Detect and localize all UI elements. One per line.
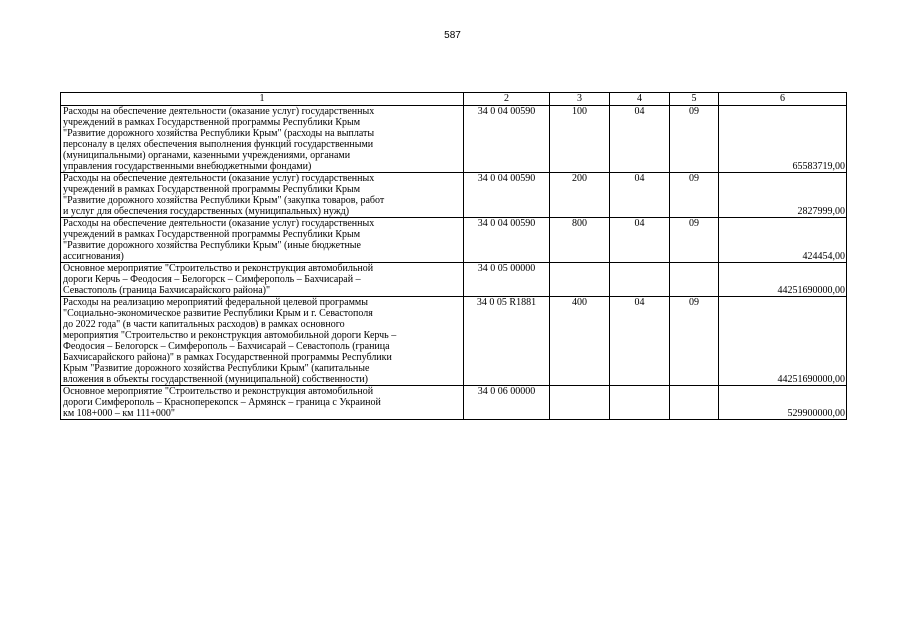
row-section: [610, 263, 670, 297]
row-description: Расходы на реализацию мероприятий федеральной целевой программы "Социально-экономическое развитие Республики Крым и г. Севастополя до 2022 года" (в части капитальных расходов) в рамках основного мероприятия "Строительство и реконструкция автомобильной дороги Керчь – Феодосия – Белогорск – Симферополь – Бахчисарай – Севастополь (граница Бахчисарайского района)" в рамках Государственной программы Республики Крым "Развитие дорожного хозяйства Республики Крым" (капитальные вложения в объекты государственной (муниципальной) собственности): [61, 297, 464, 386]
row-amount: 424454,00: [719, 218, 847, 263]
row-description: Расходы на обеспечение деятельности (оказание услуг) государственных учреждений в рамках Государственной программы Республики Крым "Развитие дорожного хозяйства Республики Крым" (закупка товаров, работ и услуг для обеспечения государственных (муниципальных) нужд): [61, 173, 464, 218]
column-header: 1: [61, 93, 464, 106]
table-row: [61, 106, 847, 173]
row-expense-type: 400: [550, 297, 610, 386]
column-header: 4: [610, 93, 670, 106]
row-subsection: [670, 263, 719, 297]
row-amount: 44251690000,00: [719, 263, 847, 297]
row-section: 04: [610, 297, 670, 386]
row-subsection: [670, 386, 719, 420]
column-header: 3: [550, 93, 610, 106]
row-subsection: 09: [670, 218, 719, 263]
row-target-code: 34 0 06 00000: [464, 386, 550, 420]
page-number: 587: [444, 30, 461, 41]
row-target-code: 34 0 04 00590: [464, 218, 550, 263]
row-expense-type: 200: [550, 173, 610, 218]
row-expense-type: [550, 263, 610, 297]
table-row: [61, 263, 847, 297]
row-amount: 529900000,00: [719, 386, 847, 420]
row-amount: 44251690000,00: [719, 297, 847, 386]
row-description: Основное мероприятие "Строительство и реконструкция автомобильной дороги Керчь – Феодосия – Белогорск – Симферополь – Бахчисарай – Севастополь (граница Бахчисарайского района)": [61, 263, 464, 297]
row-expense-type: 800: [550, 218, 610, 263]
table-row: [61, 297, 847, 386]
row-target-code: 34 0 05 R1881: [464, 297, 550, 386]
column-header: 2: [464, 93, 550, 106]
row-section: 04: [610, 173, 670, 218]
row-subsection: 09: [670, 173, 719, 218]
row-subsection: 09: [670, 297, 719, 386]
row-target-code: 34 0 04 00590: [464, 106, 550, 173]
budget-table: [60, 92, 847, 420]
row-section: [610, 386, 670, 420]
column-header: 5: [670, 93, 719, 106]
row-description: Расходы на обеспечение деятельности (оказание услуг) государственных учреждений в рамках Государственной программы Республики Крым "Развитие дорожного хозяйства Республики Крым" (расходы на выплаты персоналу в целях обеспечения выполнения функций государственными (муниципальными) органами, казенными учреждениями, органами управления государственными внебюджетными фондами): [61, 106, 464, 173]
table-row: [61, 173, 847, 218]
row-description: Основное мероприятие "Строительство и реконструкция автомобильной дороги Симферополь – Красноперекопск – Армянск – граница с Украиной км 108+000 – км 111+000": [61, 386, 464, 420]
row-amount: 65583719,00: [719, 106, 847, 173]
row-target-code: 34 0 04 00590: [464, 173, 550, 218]
row-target-code: 34 0 05 00000: [464, 263, 550, 297]
row-amount: 2827999,00: [719, 173, 847, 218]
table-row: [61, 218, 847, 263]
table-row: [61, 386, 847, 420]
table-header-row: [61, 93, 847, 106]
row-description: Расходы на обеспечение деятельности (оказание услуг) государственных учреждений в рамках Государственной программы Республики Крым "Развитие дорожного хозяйства Республики Крым" (иные бюджетные ассигнования): [61, 218, 464, 263]
row-expense-type: [550, 386, 610, 420]
column-header: 6: [719, 93, 847, 106]
row-section: 04: [610, 106, 670, 173]
row-expense-type: 100: [550, 106, 610, 173]
row-subsection: 09: [670, 106, 719, 173]
row-section: 04: [610, 218, 670, 263]
